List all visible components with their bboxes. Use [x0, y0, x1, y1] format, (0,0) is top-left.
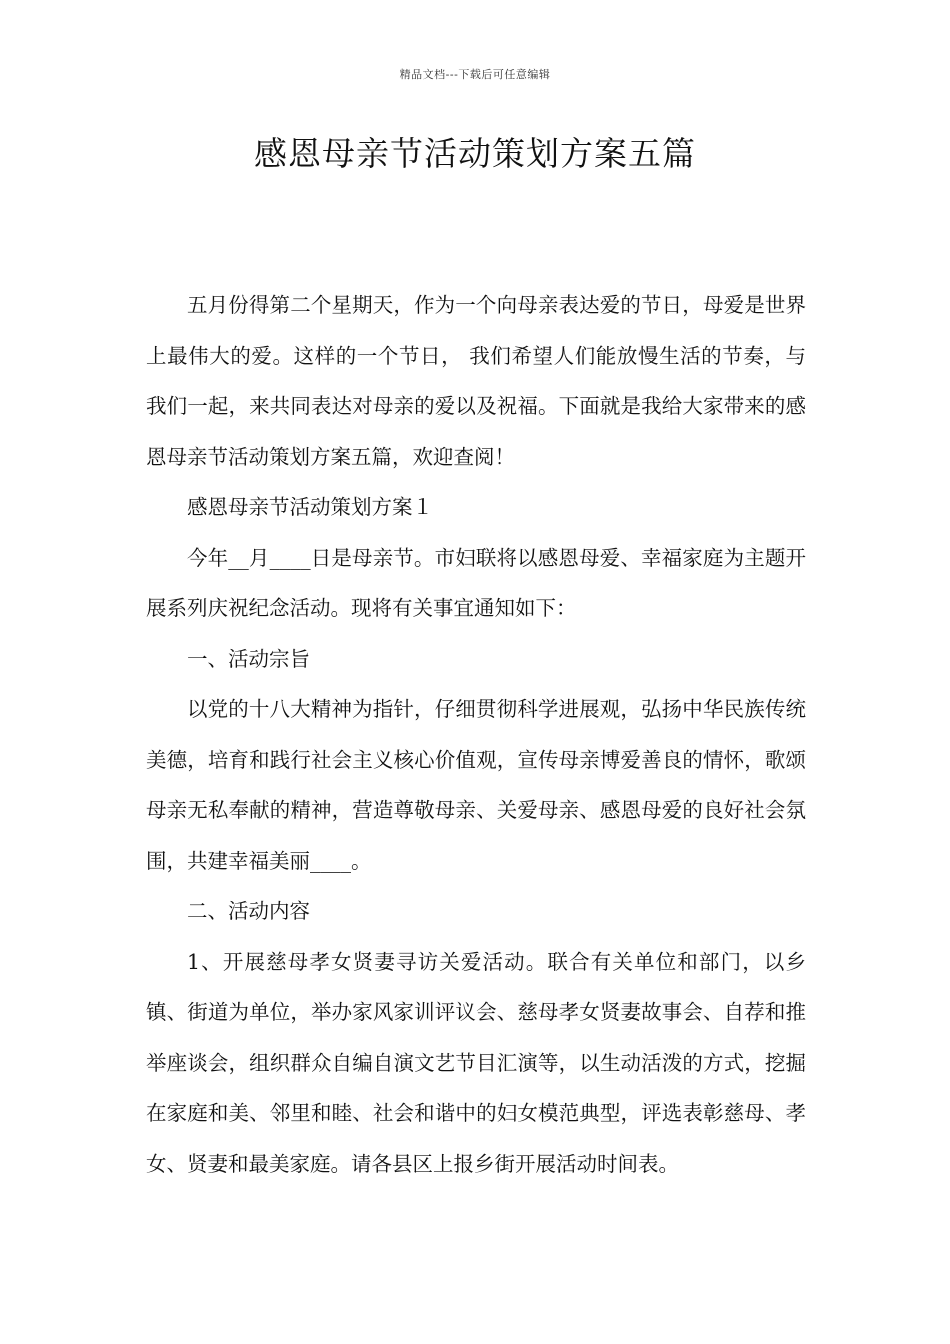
- document-body: [146, 280, 806, 1189]
- intro-paragraph: 五月份得第二个星期天，作为一个向母亲表达爱的节日，母爱是世界上最伟大的爱。这样的一个节日， 我们希望人们能放慢生活的节奏，与我们一起，来共同表达对母亲的爱以及祝福。下面就是我给大家带来的感恩母亲节活动策划方案五篇，欢迎查阅！: [146, 293, 806, 469]
- section-heading-purpose: 一、活动宗旨: [187, 646, 310, 671]
- section-heading-content: 二、活动内容: [187, 899, 310, 923]
- notice-paragraph: 今年__月____日是母亲节。市妇联将以感恩母爱、幸福家庭为主题开展系列庆祝纪念活动。现将有关事宜通知如下：: [146, 545, 806, 620]
- header-note: 精品文档---下载后可任意编辑: [399, 68, 551, 81]
- document-title: 感恩母亲节活动策划方案五篇: [254, 134, 696, 173]
- section-heading-plan-1: 感恩母亲节活动策划方案１: [187, 495, 433, 519]
- purpose-paragraph: 以党的十八大精神为指针，仔细贯彻科学进展观，弘扬中华民族传统美德，培育和践行社会主义核心价值观，宣传母亲博爱善良的情怀，歌颂母亲无私奉献的精神，营造尊敬母亲、关爱母亲、感恩母爱的良好社会氛围，共建幸福美丽____。: [146, 697, 806, 873]
- content-item-1-paragraph: 1、开展慈母孝女贤妻寻访关爱活动。联合有关单位和部门，以乡镇、街道为单位，举办家风家训评议会、慈母孝女贤妻故事会、自荐和推举座谈会，组织群众自编自演文艺节目汇演等，以生动活泼的方式，挖掘在家庭和美、邻里和睦、社会和谐中的妇女模范典型，评选表彰慈母、孝女、贤妻和最美家庭。请各县区上报乡街开展活动时间表。: [146, 949, 806, 1176]
